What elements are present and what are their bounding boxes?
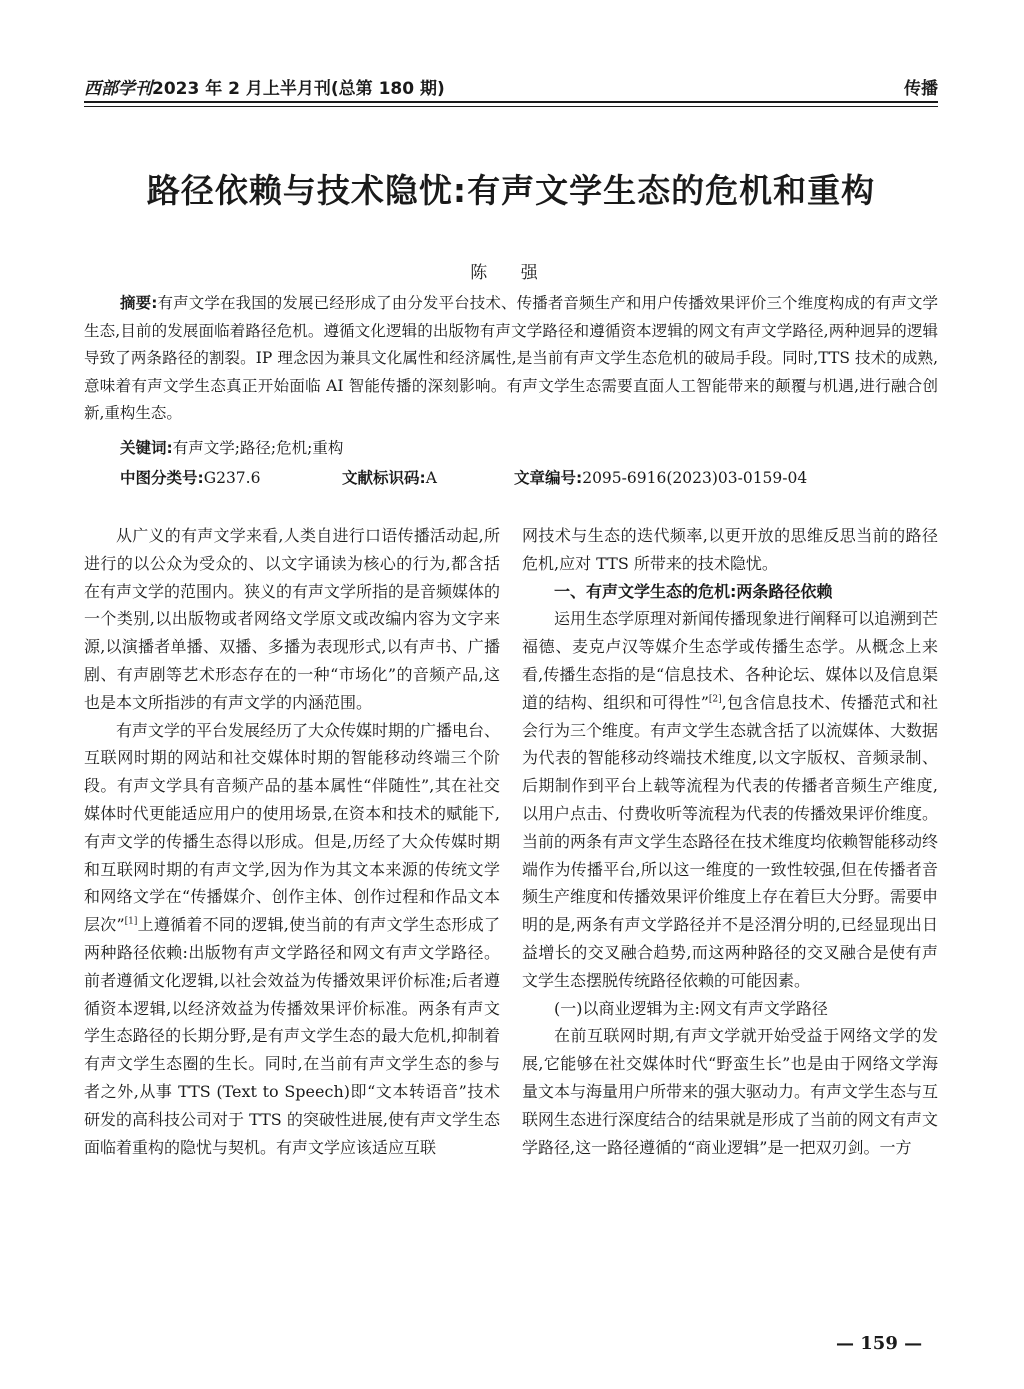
journal-issue: 2023 年 2 月上半月刊(总第 180 期): [152, 79, 445, 99]
body-paragraph: 网技术与生态的迭代频率,以更开放的思维反思当前的路径危机,应对 TTS 所带来的技术隐忧。: [522, 526, 938, 573]
article-no-value: 2095-6916(2023)03-0159-04: [582, 469, 808, 487]
paragraph-text: 有声文学的平台发展经历了大众传媒时期的广播电台、互联网时期的网站和社交媒体时期的智能移动终端三个阶段。有声文学具有音频产品的基本属性“伴随性”,其在社交媒体时代更能适应用户的使用场景,在资本和技术的赋能下,有声文学的传播生态得以形成。但是,历经了大众传媒时期和互联网时期的有声文学,因为作为其文本来源的传统文学和网络文学在“传播媒介、创作主体、创作过程和作品文本层次”: [84, 720, 501, 935]
keywords-text: 有声文学;路径;危机;重构: [172, 439, 344, 457]
article-number: [514, 466, 807, 488]
doc-value: A: [425, 469, 437, 487]
journal-logo: 西部学刊: [84, 79, 152, 99]
document-code: [342, 466, 437, 488]
clc-label: 中图分类号:: [120, 469, 204, 487]
section-label: 传播: [904, 79, 938, 99]
paragraph-text: ,包含信息技术、传播范式和社会行为三个维度。有声文学生态就含括了以流媒体、大数据为代表的智能移动终端技术维度,以文字版权、音频录制、后期制作到平台上载等流程为代表的传播者音频生产维度,以用户点击、付费收听等流程为代表的传播效果评价维度。当前的两条有声文学生态路径在技术维度均依赖智能移动终端作为传播平台,所以这一维度的一致性较强,但在传播者音频生产维度和传播效果评价维度上存在着巨大分野。需要申明的是,两条有声文学路径并不是泾渭分明的,已经显现出日益增长的交叉融合趋势,而这两种路径的交叉融合是使有声文学生态摆脱传统路径依赖的可能因素。: [522, 692, 939, 990]
body-paragraph: 从广义的有声文学来看,人类自进行口语传播活动起,所进行的以公众为受众的、以文字诵读为核心的行为,都含括在有声文学的范围内。狭义的有声文学所指的是音频媒体的一个类别,以出版物或者网络文学原文或改编内容为文字来源,以演播者单播、双播、多播为表现形式,以有声书、广播剧、有声剧等艺术形态存在的一种“市场化”的音频产品,这也是本文所指涉的有声文学的内涵范围。: [84, 526, 501, 712]
citation-ref: [2]: [708, 694, 722, 705]
header-rule-thin: [84, 106, 938, 107]
body-paragraph: [84, 717, 500, 1162]
page-number: — 159 —: [836, 1333, 923, 1354]
abstract: [84, 290, 938, 428]
keywords-label: 关键词:: [120, 439, 173, 457]
article-author: 陈 强: [470, 263, 552, 283]
citation-ref: [1]: [124, 916, 138, 927]
left-column: [84, 522, 500, 1161]
body-paragraph: 在前互联网时期,有声文学就开始受益于网络文学的发展,它能够在社交媒体时代“野蛮生长”也是由于网络文学海量文本与海量用户所带来的强大驱动力。有声文学生态与互联网生态进行深度结合的结果就是形成了当前的网文有声文学路径,这一路径遵循的“商业逻辑”是一把双刃剑。一方: [522, 1026, 939, 1157]
body-paragraph: [522, 605, 938, 994]
header-rule-thick: [84, 101, 938, 103]
abstract-label: 摘要:: [120, 294, 158, 312]
article-no-label: 文章编号:: [514, 469, 583, 487]
article-title: 路径依赖与技术隐忧:有声文学生态的危机和重构: [146, 171, 876, 210]
right-column: [522, 522, 938, 1161]
keywords: [120, 436, 343, 458]
clc-number: [120, 466, 260, 488]
paragraph-text: 运用生态学原理对新闻传播现象进行阐释可以追溯到芒福德、麦克卢汉等媒介生态学或传播生态学。从概念上来看,传播生态指的是“信息技术、各种论坛、媒体以及信息渠道的结构、组织和可得性”: [522, 609, 939, 712]
journal-name: [84, 74, 445, 99]
clc-value: G237.6: [203, 469, 261, 487]
section-heading: 一、有声文学生态的危机:两条路径依赖: [554, 581, 833, 601]
running-header: [84, 70, 938, 100]
paragraph-text: 上遵循着不同的逻辑,使当前的有声文学生态形成了两种路径依赖:出版物有声文学路径和网文有声文学路径。前者遵循文化逻辑,以社会效益为传播效果评价标准;后者遵循资本逻辑,以经济效益为传播效果评价标准。两条有声文学生态路径的长期分野,是有声文学生态的最大危机,抑制着有声文学生态圈的生长。同时,在当前有声文学生态的参与者之外,从事 TTS (Text to Speech)即“文本转语音”技术研发的高科技公司对于 TTS 的突破性进展,使有声文学生态面临着重构的隐忧与契机。有声文学应该适应互联: [84, 915, 500, 1157]
subsection-heading: (一)以商业逻辑为主:网文有声文学路径: [554, 998, 828, 1018]
doc-label: 文献标识码:: [342, 469, 426, 487]
abstract-text: 有声文学在我国的发展已经形成了由分发平台技术、传播者音频生产和用户传播效果评价三个维度构成的有声文学生态,目前的发展面临着路径危机。遵循文化逻辑的出版物有声文学路径和遵循资本逻辑的网文有声文学路径,两种迥异的逻辑导致了两条路径的割裂。IP 理念因为兼具文化属性和经济属性,是当前有声文学生态危机的破局手段。同时,TTS 技术的成熟,意味着有声文学生态真正开始面临 AI 智能传播的深刻影响。有声文学生态需要直面人工智能带来的颠覆与机遇,进行融合创新,重构生态。: [84, 294, 938, 422]
